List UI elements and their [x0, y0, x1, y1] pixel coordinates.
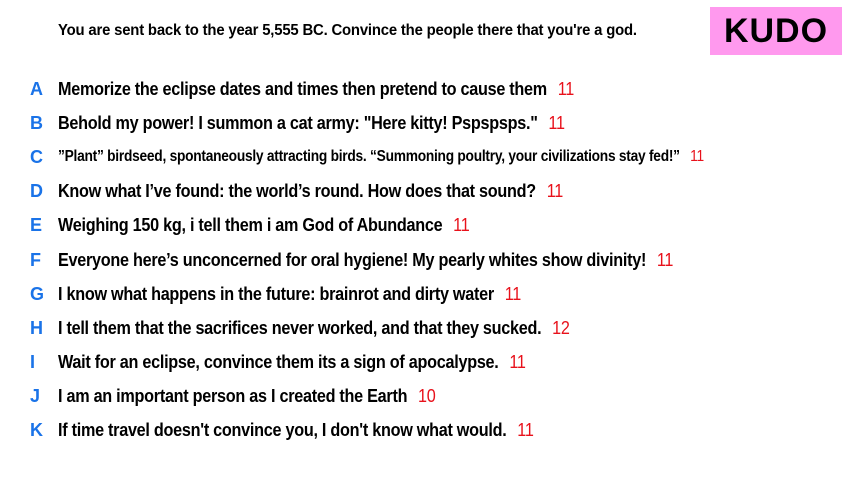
entry-text: Wait for an eclipse, convince them its a sign of apocalypse. 11	[58, 352, 526, 373]
entry-score: 11	[548, 112, 565, 133]
entry-score: 11	[517, 420, 534, 441]
entry-score: 11	[509, 352, 526, 373]
entry-score: 10	[418, 386, 436, 407]
entry-score: 11	[557, 78, 575, 99]
entry-text: Weighing 150 kg, i tell them i am God of Abundance 11	[58, 215, 470, 236]
list-item	[0, 414, 853, 448]
list-item	[0, 140, 853, 174]
entry-text: Behold my power! I summon a cat army: "Here kitty! Pspspsps." 11	[58, 112, 565, 133]
list-item	[0, 106, 853, 140]
entry-list	[0, 72, 853, 448]
entry-text: I tell them that the sacrifices never worked, and that they sucked. 12	[58, 317, 570, 338]
entry-text: Everyone here’s unconcerned for oral hygiene! My pearly whites show divinity! 11	[58, 249, 674, 270]
entry-text: Know what I’ve found: the world’s round. How does that sound? 11	[58, 181, 563, 202]
entry-score: 11	[656, 249, 674, 270]
entry-score: 11	[453, 215, 470, 236]
entry-letter: K	[30, 420, 43, 441]
entry-letter: C	[30, 146, 43, 167]
entry-score: 11	[546, 181, 563, 202]
list-item	[0, 311, 853, 345]
prompt-heading: You are sent back to the year 5,555 BC. Convince the people there that you're a god.	[58, 22, 637, 39]
entry-letter: G	[30, 283, 45, 304]
entry-letter: H	[30, 317, 43, 338]
list-item	[0, 72, 853, 106]
entry-letter: E	[30, 215, 43, 236]
entry-text: I know what happens in the future: brainrot and dirty water 11	[58, 283, 521, 304]
list-item	[0, 277, 853, 311]
entry-letter: D	[30, 181, 43, 202]
kudo-badge: KUDO	[710, 7, 842, 55]
list-item	[0, 243, 853, 277]
entry-letter: F	[30, 249, 41, 270]
entry-letter: B	[30, 112, 43, 133]
list-item	[0, 175, 853, 209]
entry-score: 11	[690, 148, 704, 166]
entry-letter: I	[30, 352, 36, 373]
entry-text: I am an important person as I created the Earth 10	[58, 386, 436, 407]
entry-text: ”Plant” birdseed, spontaneously attracting birds. “Summoning poultry, your civilizations stay fed!” 11	[58, 148, 704, 166]
entry-text: Memorize the eclipse dates and times then pretend to cause them 11	[58, 78, 575, 99]
list-item	[0, 209, 853, 243]
entry-score: 11	[504, 283, 521, 304]
entry-letter: A	[30, 78, 43, 99]
entry-score: 12	[552, 317, 570, 338]
entry-text: If time travel doesn't convince you, I don't know what would. 11	[58, 420, 534, 441]
entry-letter: J	[30, 386, 41, 407]
list-item	[0, 380, 853, 414]
list-item	[0, 346, 853, 380]
